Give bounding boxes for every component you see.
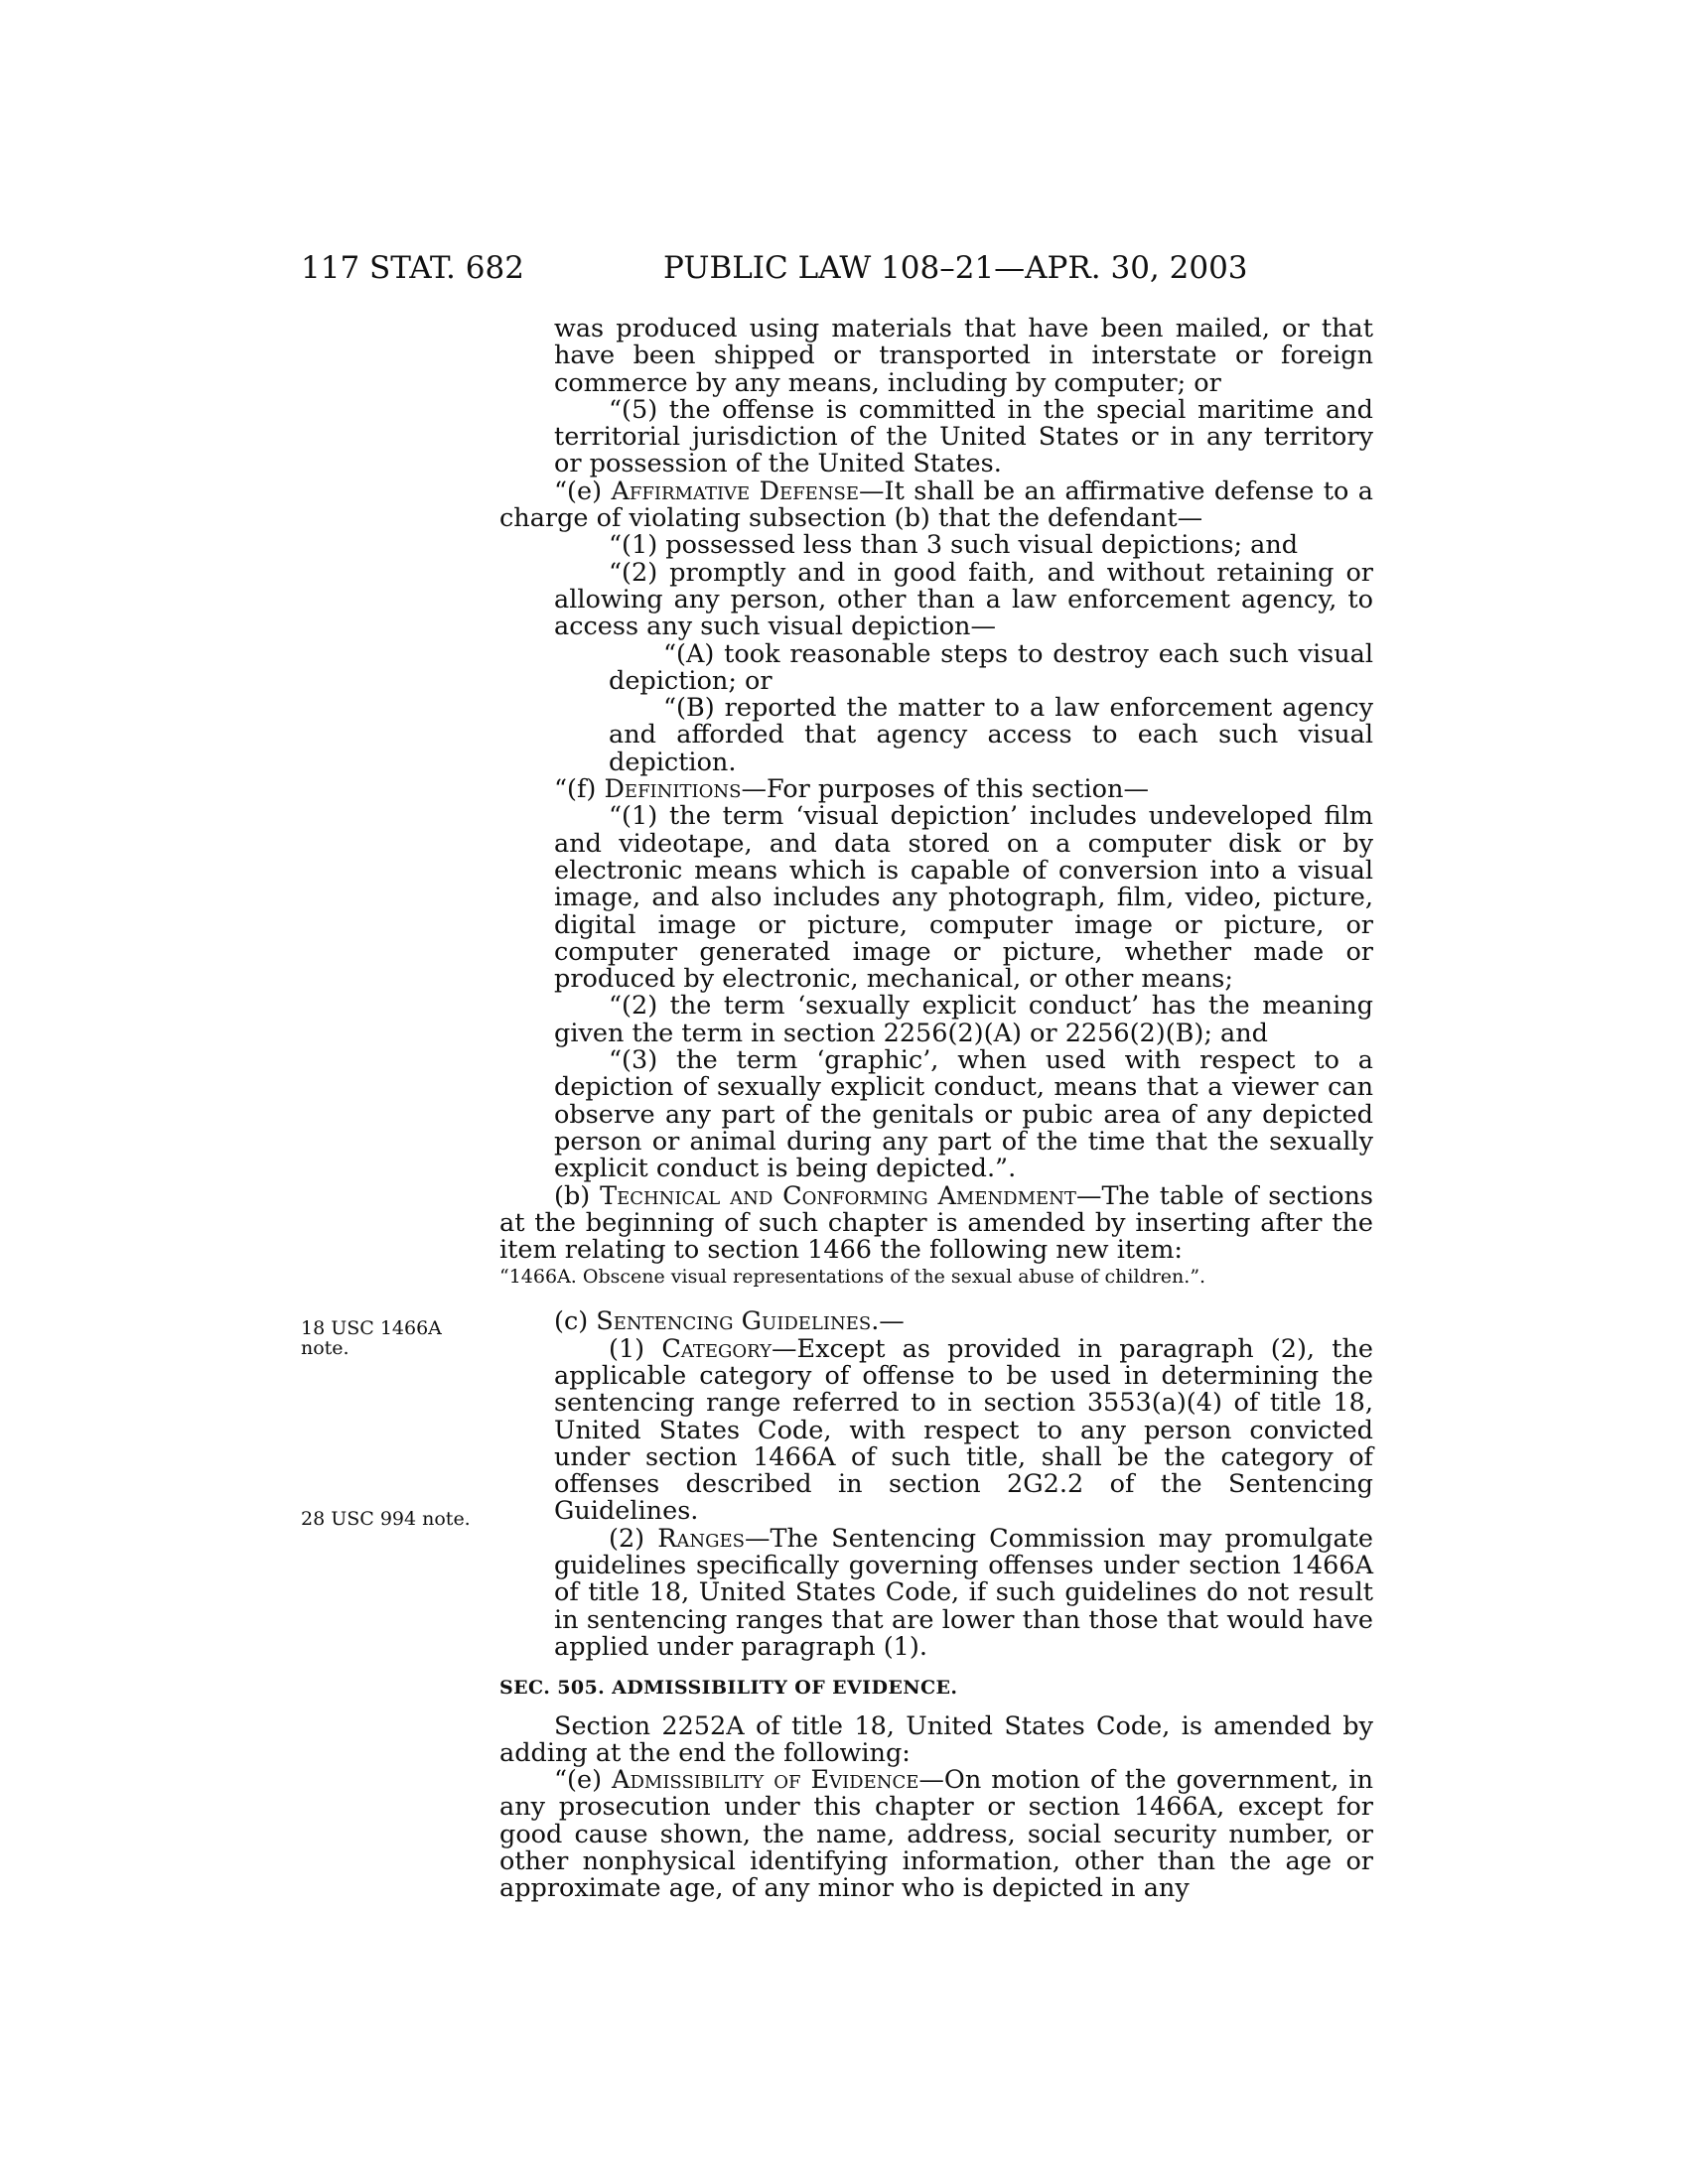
paragraph: Section 2252A of title 18, United States Code, is amended by adding at the end the following: [499, 1710, 1373, 1768]
paragraph: “(3) the term ‘graphic’, when used with respect to a depiction of sexually explicit conduct, means that a viewer can observe any part of the genitals or pubic area of any depicted person or animal during any part of the time that the sexually explicit conduct is being depicted.”. [554, 1045, 1373, 1184]
document-body [499, 316, 1373, 1903]
paragraph: “(5) the offense is committed in the special maritime and territorial jurisdiction of the United States or in any territory or possession of the United States. [554, 394, 1373, 479]
table-of-sections-item: “1466A. Obscene visual representations of the sexual abuse of children.”. [499, 1266, 1206, 1289]
subsection-e: “(e) Affirmative Defense—It shall be an affirmative defense to a charge of violating subsection (b) that the defendant— [499, 476, 1374, 534]
subsection-e-admissibility: “(e) Admissibility of Evidence—On motion of the government, in any prosecution under this chapter or section 1466A, except for good cause shown, the name, address, social security number, or other nonphysical identifying information, other than the age or approximate age, of any minor who is depicted in any [499, 1765, 1373, 1904]
paragraph-c2: (2) Ranges—The Sentencing Commission may promulgate guidelines specifically governing offenses under section 1466A of title 18, United States Code, if such guidelines do not result in sentencing ranges that are lower than those that would have applied under paragraph (1). [554, 1523, 1373, 1662]
section-heading: SEC. 505. ADMISSIBILITY OF EVIDENCE. [499, 1677, 958, 1700]
paragraph: “(1) possessed less than 3 such visual depictions; and [609, 530, 1299, 561]
paragraph: “(A) took reasonable steps to destroy each such visual depiction; or [609, 638, 1373, 696]
margin-note-994: 28 USC 994 note. [301, 1508, 471, 1530]
subsection-b: (b) Technical and Conforming Amendment—The table of sections at the beginning of such chapter is amended by inserting after the item relating to section 1466 the following new item: [499, 1180, 1373, 1266]
paragraph: was produced using materials that have been mailed, or that have been shipped or transported in interstate or foreign commerce by any means, including by computer; or [554, 314, 1373, 398]
stat-page-number: 117 STAT. 682 [301, 250, 524, 286]
subsection-c-heading: (c) Sentencing Guidelines.— [554, 1306, 905, 1337]
paragraph-c1: (1) Category—Except as provided in paragraph (2), the applicable category of offense to be used in determining the sentencing range referred to in section 3553(a)(4) of title 18, United States Code, with respect to any person convicted under section 1466A of such title, shall be the category of offenses described in section 2G2.2 of the Sentencing Guidelines. [554, 1333, 1373, 1527]
paragraph: “(1) the term ‘visual depiction’ includes undeveloped film and videotape, and data stored on a computer disk or by electronic means which is capable of conversion into a visual image, and also includes any photograph, film, video, picture, digital image or picture, computer image or picture, or computer generated image or picture, whether made or produced by electronic, mechanical, or other means; [554, 801, 1373, 995]
paragraph: “(2) promptly and in good faith, and without retaining or allowing any person, other than a law enforcement agency, to access any such visual depiction— [554, 557, 1373, 642]
running-header: PUBLIC LAW 108–21—APR. 30, 2003 [663, 250, 1248, 286]
paragraph: “(2) the term ‘sexually explicit conduct’ has the meaning given the term in section 2256(2)(A) or 2256(2)(B); and [554, 991, 1373, 1048]
subsection-f: “(f) Definitions—For purposes of this section— [554, 774, 1149, 805]
margin-note-1466a: 18 USC 1466A note. [301, 1317, 442, 1359]
paragraph: “(B) reported the matter to a law enforcement agency and afforded that agency access to each such visual depiction. [609, 693, 1373, 777]
